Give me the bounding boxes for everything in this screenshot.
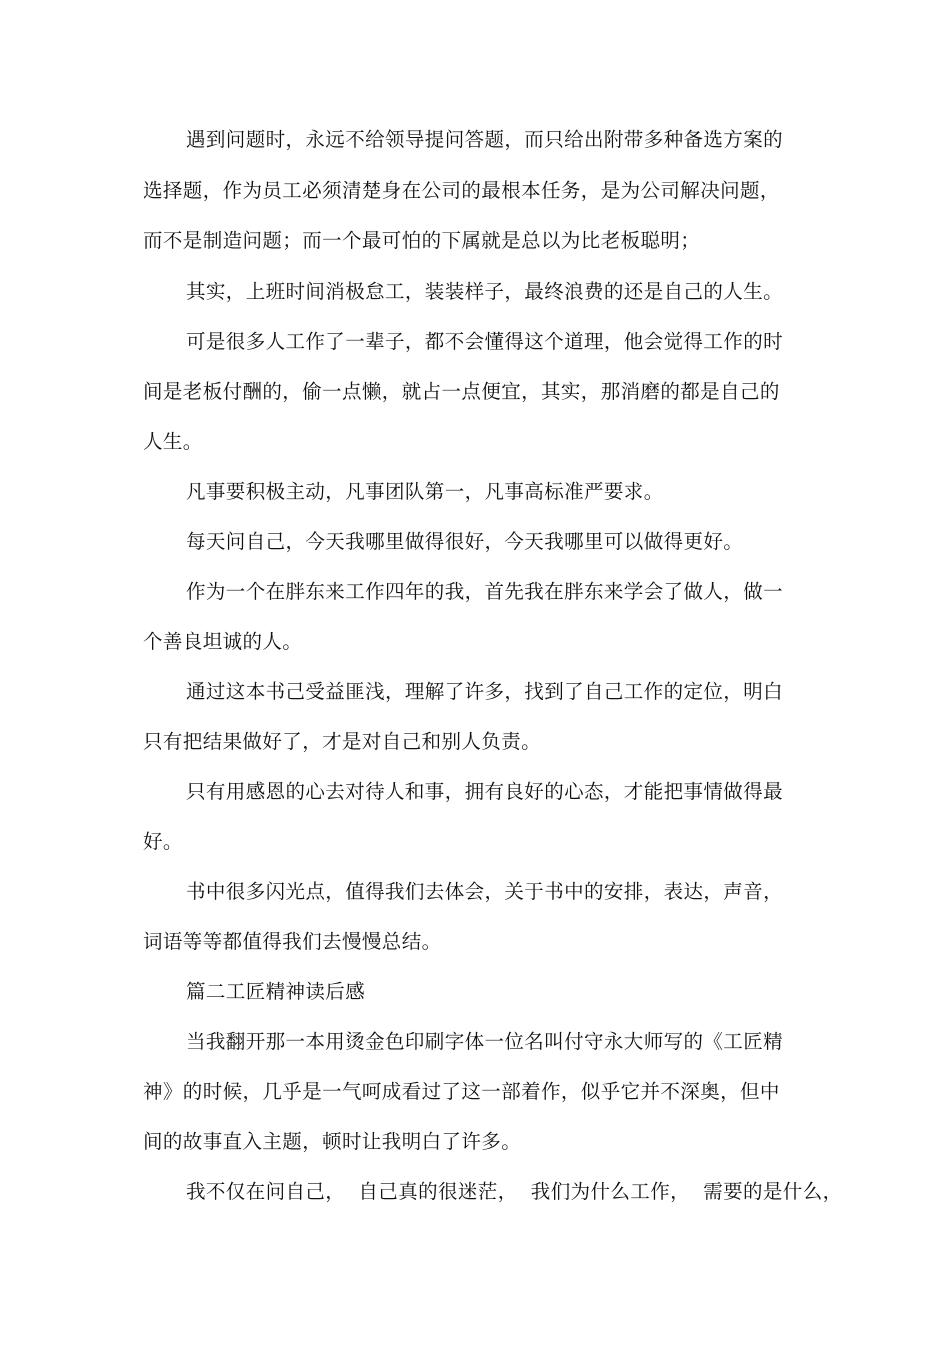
text-line: 选择题，作为员工必须清楚身在公司的最根本任务，是为公司解决问题，	[143, 179, 780, 202]
text-line: 好。	[143, 830, 183, 853]
text-line: 通过这本书己受益匪浅，理解了许多，找到了自己工作的定位，明白	[186, 680, 784, 703]
text-line: 每天问自己，今天我哪里做得很好，今天我哪里可以做得更好。	[186, 530, 744, 553]
text-line: 凡事要积极主动，凡事团队第一，凡事高标准严要求。	[186, 480, 664, 503]
text-line: 当我翻开那一本用烫金色印刷字体一位名叫付守永大师写的《工匠精	[186, 1030, 784, 1053]
text-line: 个善良坦诚的人。	[143, 630, 303, 653]
text-line: 作为一个在胖东来工作四年的我，首先我在胖东来学会了做人，做一	[186, 580, 784, 603]
text-line: 间是老板付酬的，偷一点懒，就占一点便宜，其实，那消磨的都是自己的	[143, 380, 780, 403]
text-line: 其实，上班时间消极怠工，装装样子，最终浪费的还是自己的人生。	[186, 280, 784, 303]
section-heading: 篇二工匠精神读后感	[186, 980, 366, 1003]
text-line: 人生。	[143, 430, 203, 453]
text-line: 而不是制造问题；而一个最可怕的下属就是总以为比老板聪明；	[143, 229, 701, 252]
text-line: 只有把结果做好了，才是对自己和别人负责。	[143, 730, 542, 753]
text-line: 间的故事直入主题，顿时让我明白了许多。	[143, 1130, 522, 1153]
text-line: 神》的时候，几乎是一气呵成看过了这一部着作，似乎它并不深奥，但中	[143, 1080, 780, 1103]
text-line: 遇到问题时，永远不给领导提问答题，而只给出附带多种备选方案的	[186, 128, 784, 151]
text-line: 我不仅在问自己， 自己真的很迷茫， 我们为什么工作， 需要的是什么，	[186, 1180, 843, 1203]
text-line: 可是很多人工作了一辈子，都不会懂得这个道理，他会觉得工作的时	[186, 330, 784, 353]
text-line: 词语等等都值得我们去慢慢总结。	[143, 930, 442, 953]
text-line: 书中很多闪光点，值得我们去体会，关于书中的安排，表达，声音，	[186, 880, 784, 903]
text-line: 只有用感恩的心去对待人和事，拥有良好的心态，才能把事情做得最	[186, 780, 784, 803]
